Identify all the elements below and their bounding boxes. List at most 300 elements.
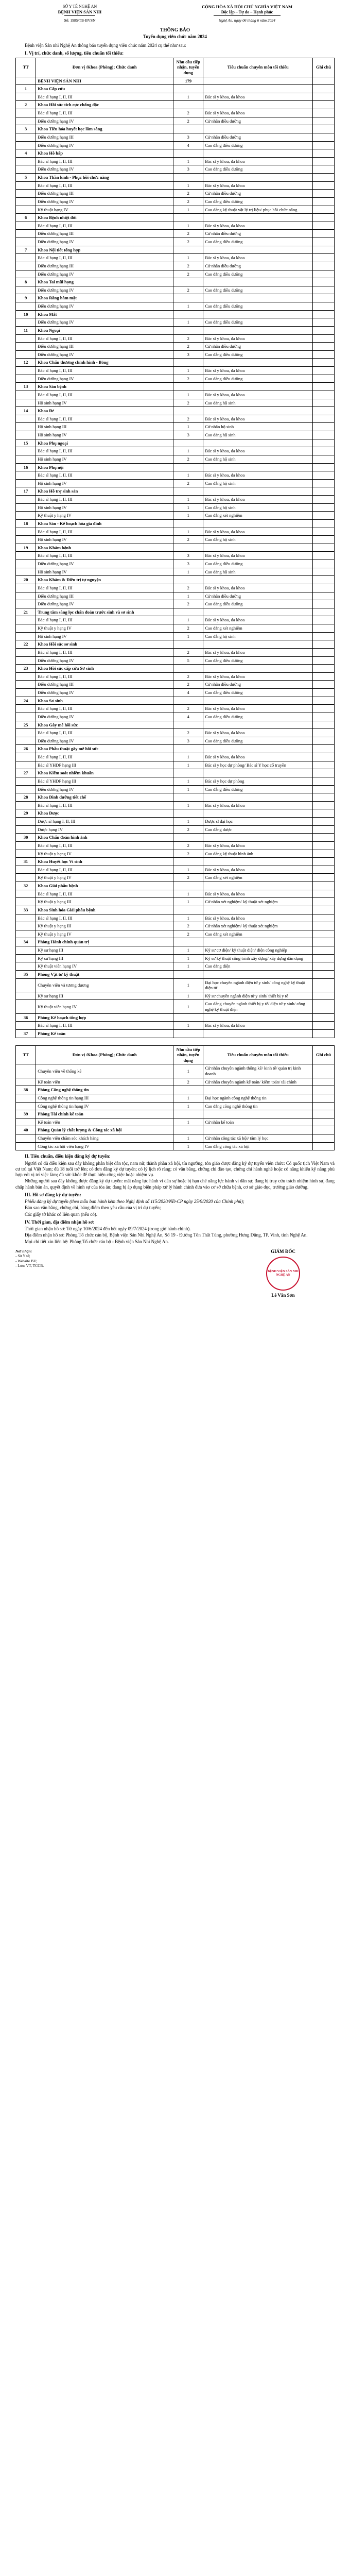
cell-stt: 23 <box>16 665 36 673</box>
cell-stt <box>16 423 36 431</box>
cell-note <box>312 294 334 302</box>
cell-count: 3 <box>173 552 203 560</box>
cell-stt <box>16 992 36 1000</box>
cell-qualification: Đại học chuyên ngành điện tử y sinh/ công nghệ kỹ thuật điện tử <box>203 978 313 992</box>
cell-role: Khoa Hồi sức sơ sinh <box>36 640 173 649</box>
cell-qualification: Cao đẳng hộ sinh <box>203 399 313 407</box>
cell-qualification: Cao đẳng kỹ thuật hình ảnh <box>203 850 313 858</box>
cell-qualification <box>203 439 313 447</box>
cell-stt: 27 <box>16 769 36 777</box>
cell-note <box>312 318 334 327</box>
national-block <box>160 4 335 23</box>
cell-stt <box>16 616 36 624</box>
cell-count: 1 <box>173 1102 203 1110</box>
cell-stt <box>16 592 36 600</box>
cell-role: BỆNH VIỆN SẢN NHI <box>36 77 173 85</box>
table-row <box>16 270 335 278</box>
cell-stt: 2 <box>16 101 36 109</box>
table-row <box>16 624 335 633</box>
cell-stt <box>16 785 36 793</box>
cell-role: Bác sĩ YHDP hạng III <box>36 761 173 769</box>
cell-note <box>312 1022 334 1030</box>
cell-role: Bác sĩ hạng I, II, III <box>36 391 173 399</box>
cell-note <box>312 230 334 238</box>
cell-qualification <box>203 125 313 133</box>
cell-role: Điều dưỡng hạng III <box>36 190 173 198</box>
cell-role: Điều dưỡng hạng IV <box>36 350 173 359</box>
cell-qualification: Cao đẳng hộ sinh <box>203 503 313 512</box>
cell-role: Hộ sinh hạng IV <box>36 536 173 544</box>
cell-stt <box>16 1094 36 1102</box>
cell-note <box>312 705 334 713</box>
cell-stt: 28 <box>16 793 36 802</box>
cell-note <box>312 101 334 109</box>
cell-stt <box>16 222 36 230</box>
cell-note <box>312 992 334 1000</box>
cell-role: Bác sĩ hạng I, II, III <box>36 841 173 850</box>
table-row <box>16 302 335 311</box>
cell-role: Điều dưỡng hạng III <box>36 343 173 351</box>
cell-note <box>312 825 334 834</box>
cell-role: Khoa Hồi sức cấp cứu Sơ sinh <box>36 665 173 673</box>
department-row <box>16 439 335 447</box>
cell-role: Công nghệ thông tin hạng III <box>36 1094 173 1102</box>
cell-stt <box>16 367 36 375</box>
cell-stt: 8 <box>16 278 36 286</box>
cell-count: 1 <box>173 391 203 399</box>
table-row <box>16 181 335 190</box>
table-row <box>16 512 335 520</box>
col-stt: TT <box>16 1045 36 1064</box>
cell-stt <box>16 761 36 769</box>
recruitment-table-1 <box>15 58 335 1038</box>
cell-role: Bác sĩ hạng I, II, III <box>36 729 173 737</box>
cell-role: Khoa Chấn thương chỉnh hình - Bỏng <box>36 359 173 367</box>
cell-note <box>312 777 334 785</box>
cell-count: 1 <box>173 1134 203 1143</box>
cell-note <box>312 576 334 584</box>
table-row <box>16 552 335 560</box>
cell-qualification <box>203 1110 313 1118</box>
cell-role: Khoa Khám bệnh <box>36 544 173 552</box>
cell-note <box>312 1078 334 1086</box>
cell-role: Bác sĩ YHDP hạng III <box>36 777 173 785</box>
cell-count <box>173 463 203 471</box>
table-row <box>16 761 335 769</box>
table-row <box>16 1118 335 1126</box>
total-row <box>16 77 335 85</box>
cell-qualification <box>203 1086 313 1094</box>
cell-qualification: Cử nhân chuyên ngành kế toán/ kiểm toán/ tài chính <box>203 1078 313 1086</box>
cell-qualification <box>203 769 313 777</box>
cell-count <box>173 101 203 109</box>
cell-qualification: Bác sĩ y khoa, đa khoa <box>203 801 313 809</box>
cell-qualification <box>203 906 313 914</box>
cell-qualification: Bác sĩ y khoa, đa khoa <box>203 447 313 455</box>
table-row <box>16 479 335 487</box>
table-row <box>16 1078 335 1086</box>
cell-note <box>312 190 334 198</box>
cell-stt <box>16 109 36 117</box>
cell-qualification <box>203 278 313 286</box>
cell-role: Phòng Kế hoạch tổng hợp <box>36 1013 173 1022</box>
department-row <box>16 809 335 818</box>
cell-role: Khoa Sản bệnh <box>36 383 173 391</box>
cell-note <box>312 1142 334 1150</box>
cell-qualification: Cao đẳng điều dưỡng <box>203 737 313 745</box>
cell-qualification: Cao đẳng hộ sinh <box>203 568 313 576</box>
cell-count: 1 <box>173 568 203 576</box>
cell-stt: 11 <box>16 326 36 334</box>
table-row <box>16 978 335 992</box>
table-row <box>16 375 335 383</box>
table-row <box>16 431 335 439</box>
table-row <box>16 930 335 938</box>
cell-qualification <box>203 149 313 158</box>
cell-role: Bác sĩ hạng I, II, III <box>36 1022 173 1030</box>
cell-note <box>312 536 334 544</box>
table-row <box>16 850 335 858</box>
table-row <box>16 318 335 327</box>
cell-stt: 37 <box>16 1029 36 1038</box>
cell-role: Khoa Phụ nội <box>36 463 173 471</box>
cell-qualification <box>203 383 313 391</box>
table-row <box>16 962 335 971</box>
cell-role: Phòng Tài chính kế toán <box>36 1110 173 1118</box>
cell-role: Bác sĩ hạng I, II, III <box>36 801 173 809</box>
cell-count: 2 <box>173 190 203 198</box>
cell-stt <box>16 777 36 785</box>
cell-qualification: Cao đẳng dược <box>203 825 313 834</box>
cell-qualification <box>203 665 313 673</box>
cell-stt: 32 <box>16 882 36 890</box>
table-row <box>16 399 335 407</box>
cell-stt: 12 <box>16 359 36 367</box>
department-row <box>16 858 335 866</box>
cell-qualification: Đại học ngành công nghệ thông tin <box>203 1094 313 1102</box>
table-row <box>16 777 335 785</box>
cell-qualification: Cao đẳng điều dưỡng <box>203 141 313 149</box>
table-row <box>16 1022 335 1030</box>
cell-role: Điều dưỡng hạng III <box>36 262 173 270</box>
cell-role: Phòng Quản lý chất lượng & Công tác xã hội <box>36 1126 173 1134</box>
cell-count: 2 <box>173 334 203 343</box>
cell-role: Trung tâm sàng lọc chẩn đoán trước sinh và sơ sinh <box>36 608 173 616</box>
cell-note <box>312 1102 334 1110</box>
cell-stt: 1 <box>16 85 36 93</box>
cell-role: Khoa Sơ sinh <box>36 697 173 705</box>
cell-note <box>312 656 334 665</box>
cell-role: Hộ sinh hạng IV <box>36 455 173 463</box>
cell-role: Bác sĩ hạng I, II, III <box>36 447 173 455</box>
cell-stt <box>16 77 36 85</box>
cell-qualification: Cao đẳng điều dưỡng <box>203 270 313 278</box>
cell-count: 2 <box>173 415 203 423</box>
cell-stt <box>16 197 36 206</box>
cell-qualification: Cao đẳng điều dưỡng <box>203 302 313 311</box>
table-row <box>16 560 335 568</box>
cell-count: 2 <box>173 930 203 938</box>
col-qualification: Tiêu chuẩn chuyên môn tối thiểu <box>203 58 313 77</box>
cell-note <box>312 407 334 415</box>
cell-stt <box>16 117 36 125</box>
cell-stt: 14 <box>16 407 36 415</box>
cell-stt: 26 <box>16 745 36 753</box>
cell-stt <box>16 318 36 327</box>
cell-note <box>312 246 334 254</box>
cell-qualification <box>203 246 313 254</box>
cell-qualification: Cao đẳng điều dưỡng <box>203 165 313 174</box>
cell-role: Hộ sinh hạng IV <box>36 479 173 487</box>
department-row <box>16 149 335 158</box>
cell-role: Điều dưỡng hạng III <box>36 133 173 141</box>
table-row <box>16 133 335 141</box>
table-row <box>16 1000 335 1013</box>
cell-role: Bác sĩ hạng I, II, III <box>36 471 173 480</box>
cell-stt: 6 <box>16 214 36 222</box>
cell-count <box>173 149 203 158</box>
cell-note <box>312 697 334 705</box>
recipient-item: - Lưu: VT, TCCB. <box>15 1263 44 1268</box>
cell-count: 1 <box>173 962 203 971</box>
department-row <box>16 383 335 391</box>
cell-count: 1 <box>173 367 203 375</box>
cell-role: Chuyên viên và tương đương <box>36 978 173 992</box>
cell-count: 1 <box>173 471 203 480</box>
cell-qualification: Cử nhân xét nghiệm/ kỹ thuật xét nghiệm <box>203 922 313 930</box>
cell-role: Bác sĩ hạng I, II, III <box>36 584 173 592</box>
cell-stt <box>16 1118 36 1126</box>
cell-note <box>312 109 334 117</box>
cell-role: Điều dưỡng hạng IV <box>36 302 173 311</box>
cell-role: Kỹ thuật y hạng IV <box>36 930 173 938</box>
table-row <box>16 818 335 826</box>
cell-note <box>312 898 334 906</box>
cell-stt <box>16 528 36 536</box>
table-row <box>16 705 335 713</box>
table-row <box>16 737 335 745</box>
cell-note <box>312 1094 334 1102</box>
title-line-2: Tuyển dụng viên chức năm 2024 <box>143 33 207 39</box>
cell-count: 2 <box>173 648 203 656</box>
issue-date: Nghệ An, ngày 06 tháng 6 năm 2024 <box>219 18 275 23</box>
cell-role: Khoa Sinh hóa Giải phẫu bệnh <box>36 906 173 914</box>
col-stt: TT <box>16 58 36 77</box>
cell-stt <box>16 190 36 198</box>
col-count: Nhu cầu tiếp nhận, tuyển dụng <box>173 58 203 77</box>
cell-qualification <box>203 487 313 496</box>
cell-note <box>312 174 334 182</box>
cell-qualification: Cao đẳng xét nghiệm <box>203 930 313 938</box>
department-row <box>16 544 335 552</box>
department-row <box>16 519 335 528</box>
national-motto: Độc lập – Tự do – Hạnh phúc <box>221 9 273 14</box>
cell-note <box>312 383 334 391</box>
cell-qualification: Cao đẳng điều dưỡng <box>203 238 313 246</box>
cell-note <box>312 431 334 439</box>
cell-stt <box>16 133 36 141</box>
cell-stt: 35 <box>16 970 36 978</box>
cell-note <box>312 737 334 745</box>
cell-role: Bác sĩ hạng I, II, III <box>36 890 173 898</box>
col-note: Ghi chú <box>312 58 334 77</box>
cell-stt: 30 <box>16 834 36 842</box>
cell-count: 2 <box>173 825 203 834</box>
cell-role: Bác sĩ hạng I, II, III <box>36 672 173 681</box>
cell-count: 1 <box>173 866 203 874</box>
cell-note <box>312 503 334 512</box>
cell-note <box>312 552 334 560</box>
cell-count <box>173 519 203 528</box>
cell-stt: 16 <box>16 463 36 471</box>
table-row <box>16 141 335 149</box>
cell-stt <box>16 890 36 898</box>
cell-count: 3 <box>173 165 203 174</box>
cell-role: Khoa Mắt <box>36 310 173 318</box>
table-row <box>16 898 335 906</box>
cell-qualification: Bác sĩ y khoa, đa khoa <box>203 222 313 230</box>
cell-count: 1 <box>173 423 203 431</box>
cell-stt <box>16 343 36 351</box>
cell-count: 1 <box>173 954 203 962</box>
cell-count: 2 <box>173 343 203 351</box>
cell-count <box>173 745 203 753</box>
cell-count <box>173 769 203 777</box>
cell-count: 2 <box>173 850 203 858</box>
cell-note <box>312 922 334 930</box>
cell-note <box>312 519 334 528</box>
cell-count: 2 <box>173 841 203 850</box>
cell-role: Hộ sinh hạng IV <box>36 568 173 576</box>
divider <box>64 15 95 16</box>
cell-stt: 24 <box>16 697 36 705</box>
recipient-item: - Website BV; <box>15 1258 38 1263</box>
cell-role: Bác sĩ hạng I, II, III <box>36 616 173 624</box>
cell-qualification <box>203 77 313 85</box>
table-row <box>16 238 335 246</box>
cell-note <box>312 350 334 359</box>
department-row <box>16 174 335 182</box>
cell-count: 1 <box>173 447 203 455</box>
cell-note <box>312 1013 334 1022</box>
cell-stt: 29 <box>16 809 36 818</box>
department-row <box>16 1013 335 1022</box>
cell-role: Điều dưỡng hạng IV <box>36 375 173 383</box>
cell-note <box>312 1126 334 1134</box>
cell-role: Hộ sinh hạng III <box>36 423 173 431</box>
cell-count: 1 <box>173 818 203 826</box>
cell-role: Phòng Kế toán <box>36 1029 173 1038</box>
cell-note <box>312 125 334 133</box>
cell-count <box>173 906 203 914</box>
cell-role: Điều dưỡng hạng IV <box>36 197 173 206</box>
department-row <box>16 1126 335 1134</box>
cell-role: Khoa Hồi sức tích cực chống độc <box>36 101 173 109</box>
cell-role: Bác sĩ hạng I, II, III <box>36 552 173 560</box>
cell-role: Kỹ thuật y hạng IV <box>36 624 173 633</box>
section-1-heading: I. Vị trí, chức danh, số lượng, tiêu chuẩn tối thiểu: <box>25 50 124 56</box>
cell-stt <box>16 141 36 149</box>
cell-qualification: Bác sĩ y khoa, đa khoa <box>203 415 313 423</box>
cell-role: Điều dưỡng hạng IV <box>36 689 173 697</box>
cell-count: 1 <box>173 496 203 504</box>
cell-stt <box>16 1102 36 1110</box>
cell-stt <box>16 165 36 174</box>
cell-count: 1 <box>173 632 203 640</box>
department-row <box>16 721 335 729</box>
cell-qualification: Bác sĩ y khoa, đa khoa <box>203 753 313 761</box>
cell-count <box>173 174 203 182</box>
cell-count: 1 <box>173 1118 203 1126</box>
cell-qualification: Cao đẳng hộ sinh <box>203 479 313 487</box>
cell-note <box>312 1110 334 1118</box>
cell-count: 4 <box>173 713 203 721</box>
table-row <box>16 1134 335 1143</box>
cell-qualification: Cao đẳng điều dưỡng <box>203 375 313 383</box>
table-body <box>16 1064 335 1150</box>
cell-qualification <box>203 745 313 753</box>
cell-qualification: Bác sĩ y khoa, đa khoa <box>203 841 313 850</box>
department-row <box>16 697 335 705</box>
cell-count: 2 <box>173 197 203 206</box>
department-row <box>16 214 335 222</box>
cell-role: Bác sĩ hạng I, II, III <box>36 705 173 713</box>
department-row <box>16 938 335 946</box>
cell-qualification: Bác sĩ y khoa, đa khoa <box>203 181 313 190</box>
cell-note <box>312 962 334 971</box>
cell-count: 1 <box>173 1000 203 1013</box>
table-row <box>16 536 335 544</box>
table-row <box>16 109 335 117</box>
department-row <box>16 85 335 93</box>
cell-role: Điều dưỡng hạng IV <box>36 165 173 174</box>
cell-role: Khoa Phẫu thuật gây mê hồi sức <box>36 745 173 753</box>
cell-qualification <box>203 882 313 890</box>
cell-count <box>173 439 203 447</box>
cell-stt <box>16 705 36 713</box>
cell-count: 2 <box>173 262 203 270</box>
cell-count <box>173 834 203 842</box>
cell-role: Điều dưỡng hạng IV <box>36 270 173 278</box>
cell-note <box>312 447 334 455</box>
department-row <box>16 1110 335 1118</box>
cell-role: Hộ sinh hạng IV <box>36 503 173 512</box>
cell-role: Bác sĩ hạng I, II, III <box>36 496 173 504</box>
cell-role: Bác sĩ hạng I, II, III <box>36 866 173 874</box>
cell-qualification: Bác sĩ y khoa, đa khoa <box>203 367 313 375</box>
cell-count <box>173 214 203 222</box>
recipients-heading: Nơi nhận: <box>15 1248 32 1253</box>
cell-role: Bác sĩ hạng I, II, III <box>36 181 173 190</box>
table-row <box>16 584 335 592</box>
cell-stt <box>16 536 36 544</box>
cell-note <box>312 560 334 568</box>
cell-note <box>312 286 334 294</box>
table-row <box>16 350 335 359</box>
cell-qualification: Cao đẳng điều dưỡng <box>203 318 313 327</box>
cell-stt <box>16 560 36 568</box>
cell-note <box>312 592 334 600</box>
cell-count: 4 <box>173 141 203 149</box>
table-row <box>16 874 335 882</box>
cell-count: 2 <box>173 600 203 608</box>
cell-qualification: Cao đẳng điều dưỡng <box>203 656 313 665</box>
cell-stt <box>16 1134 36 1143</box>
cell-stt <box>16 391 36 399</box>
cell-count <box>173 608 203 616</box>
cell-qualification: Cao đẳng điều dưỡng <box>203 560 313 568</box>
cell-role: Phòng Công nghệ thông tin <box>36 1086 173 1094</box>
